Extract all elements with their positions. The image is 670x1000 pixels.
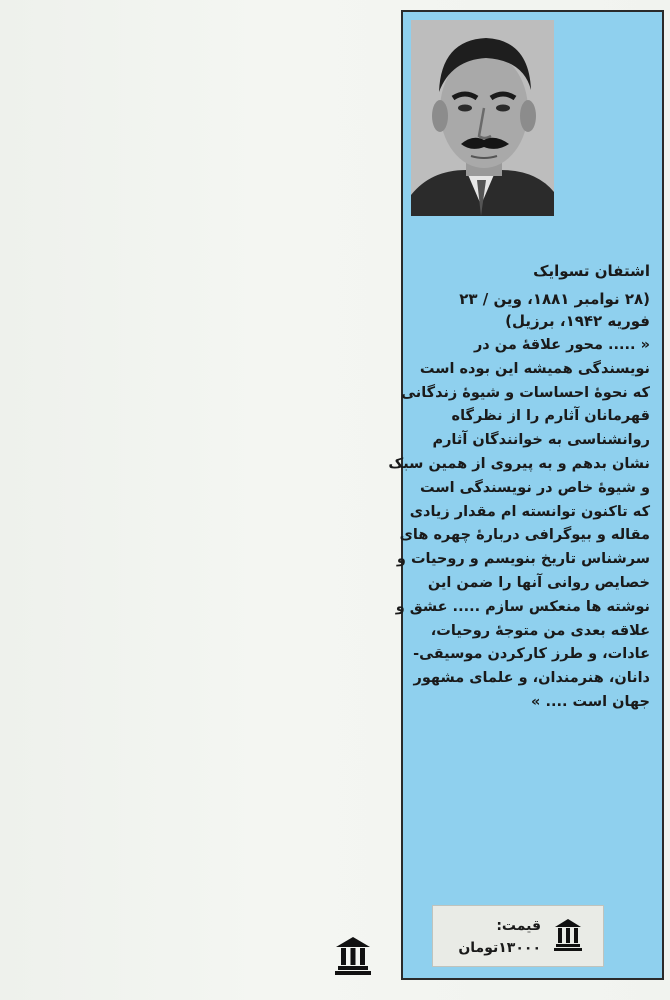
price-label: قیمت: (496, 918, 541, 934)
author-portrait (411, 20, 554, 216)
quote-line: نشان بدهم و به پیروی از همین سبک (388, 455, 650, 472)
quote-line: قهرمانان آثارم را از نظرگاه (451, 408, 650, 425)
author-dates (413, 288, 650, 332)
quote-line: علاقه بعدی من متوجهٔ روحیات، (430, 622, 650, 639)
quote-line: خصایص روانی آنها را ضمن این (427, 574, 650, 591)
quote-line: مقاله و بیوگرافی دربارهٔ چهره های (399, 527, 650, 544)
price-label-sticker (432, 905, 604, 967)
quote-line: و شیوهٔ خاص در نویسندگی است (420, 479, 650, 496)
publisher-logo-icon (553, 918, 583, 952)
quote-line: سرشناس تاریخ بنویسم و روحیات و (396, 551, 650, 568)
price-value: ۱۳۰۰۰تومان (458, 940, 541, 956)
quote-line: که تاکنون توانسته ام مقدار زیادی (409, 503, 650, 520)
author-dates-line-2: فوریه ۱۹۴۲، برزیل) (505, 312, 650, 330)
quote-line: نوشته ها منعکس سازم ..... عشق و (395, 598, 650, 615)
quote-line: « ..... محور علاقهٔ من در (473, 337, 650, 353)
author-panel (388, 10, 664, 980)
publisher-logo-icon (334, 936, 372, 976)
quote-line: روانشناسی به خوانندگان آثارم (432, 432, 650, 449)
author-dates-line-1: (۲۸ نوامبر ۱۸۸۱، وین / ۲۳ (459, 290, 650, 308)
quote-line: نویسندگی همیشه این بوده است (419, 360, 650, 377)
author-bio (388, 262, 650, 715)
quote-line: جهان است .... » (531, 693, 650, 710)
quote-line: عادات، و طرز کارکردن موسیقی- (413, 646, 650, 663)
quote-line: که نحوهٔ احساسات و شیوهٔ زندگانی (401, 384, 650, 401)
author-quote (388, 334, 650, 715)
quote-line: دانان، هنرمندان، و علمای مشهور (413, 670, 650, 687)
author-name: اشتفان تسوایک (533, 262, 650, 280)
